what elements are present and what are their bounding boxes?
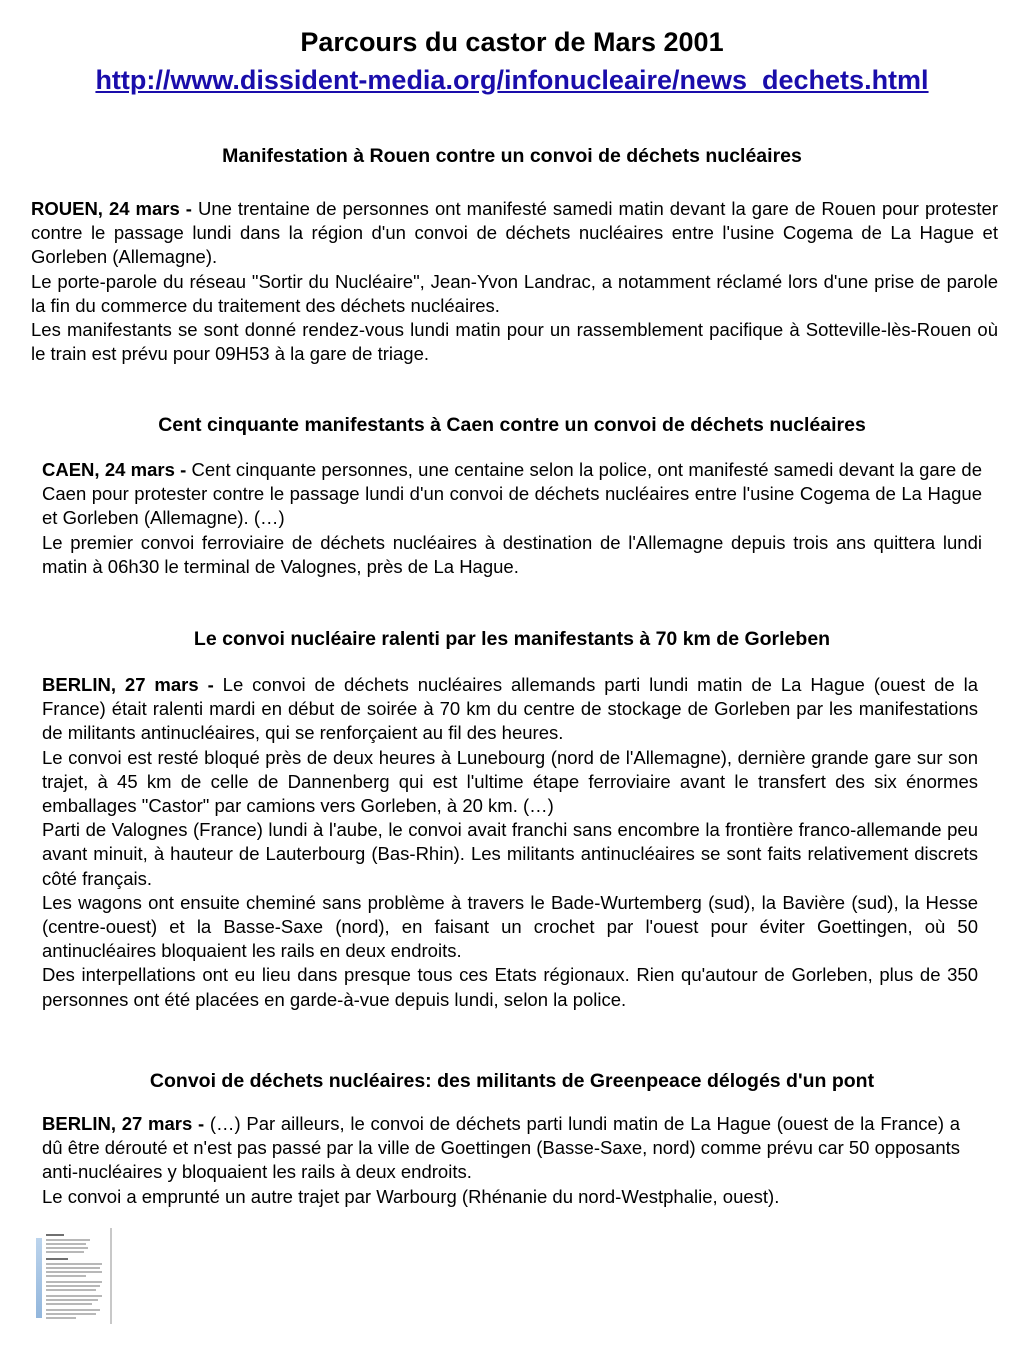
document-title: Parcours du castor de Mars 2001	[300, 27, 724, 57]
thumbnail-line	[46, 1258, 68, 1260]
thumbnail-line	[46, 1303, 92, 1305]
article-paragraph: Les manifestants se sont donné rendez-vous lundi matin pour un rassemblement pacifique à Sotteville-lès-Rouen où le train est prévu pour 09H53 à la gare de triage.	[31, 319, 998, 365]
article-paragraph	[31, 197, 998, 270]
thumbnail-line	[46, 1299, 98, 1301]
article-body-rouen	[31, 197, 998, 366]
article-paragraph: Le convoi est resté bloqué près de deux heures à Lunebourg (nord de l'Allemagne), dernière grande gare sur son trajet, à 45 km de celle de Dannenberg qui est l'ultime étape ferroviaire avant le transfert des six énormes emballages "Castor" par camions vers Gorleben, à 20 km. (…)	[42, 746, 978, 817]
article-paragraph	[42, 1112, 960, 1185]
article-headline-greenpeace: Convoi de déchets nucléaires: des militants de Greenpeace délogés d'un pont	[149, 1070, 875, 1092]
article-body-greenpeace	[42, 1112, 960, 1209]
thumbnail-sidebar	[36, 1238, 42, 1318]
article-paragraph	[42, 458, 982, 531]
article-paragraph: Le convoi a emprunté un autre trajet par Warbourg (Rhénanie du nord-Westphalie, ouest).	[42, 1185, 780, 1207]
dateline: BERLIN, 27 mars -	[42, 674, 223, 695]
article-paragraph: Les wagons ont ensuite cheminé sans problème à travers le Bade-Wurtemberg (sud), la Bavière (sud), la Hesse (centre-ouest) et la Basse-Saxe (nord), en faisant un crochet par l'ouest pour éviter Goettingen, où 50 antinucléaires bloquaient les rails en deux endroits.	[42, 891, 978, 962]
thumbnail-line	[46, 1313, 96, 1315]
dateline: ROUEN, 24 mars -	[31, 198, 198, 219]
thumbnail-line	[46, 1295, 102, 1297]
article-paragraph: Le porte-parole du réseau "Sortir du Nucléaire", Jean-Yvon Landrac, a notamment réclamé lors d'une prise de parole la fin du commerce du traitement des déchets nucléaires.	[31, 270, 998, 316]
article-headline-caen: Cent cinquante manifestants à Caen contre un convoi de déchets nucléaires	[158, 414, 866, 436]
thumbnail-line	[46, 1263, 102, 1265]
thumbnail-line	[46, 1239, 90, 1241]
article-headline-gorleben: Le convoi nucléaire ralenti par les manifestants à 70 km de Gorleben	[193, 628, 831, 650]
article-paragraph: Parti de Valognes (France) lundi à l'aube, le convoi avait franchi sans encombre la frontière franco-allemande peu avant minuit, à hauteur de Lauterbourg (Bas-Rhin). Les militants antinucléaires se sont faits relativement discrets côté français.	[42, 819, 978, 889]
thumbnail-line	[46, 1309, 100, 1311]
article-paragraph: Des interpellations ont eu lieu dans presque tous ces Etats régionaux. Rien qu'autour de Gorleben, plus de 350 personnes ont été placées en garde-à-vue depuis lundi, selon la police.	[42, 964, 978, 1010]
dateline: BERLIN, 27 mars -	[42, 1113, 210, 1134]
article-paragraph	[42, 673, 978, 746]
article-body-caen	[42, 458, 982, 579]
thumbnail-line	[46, 1267, 100, 1269]
paragraph-text: Une trentaine de personnes ont manifesté samedi matin devant la gare de Rouen pour protester contre le passage lundi dans la région d'un convoi de déchets nucléaires entre l'usine Cogema de La Hague et Gorleben (Allemagne).	[31, 198, 998, 268]
thumbnail-line	[46, 1285, 100, 1287]
article-paragraph: Le premier convoi ferroviaire de déchets nucléaires à destination de l'Allemagne depuis trois ans quittera lundi matin à 06h30 le terminal de Valognes, près de La Hague.	[42, 531, 982, 577]
dateline: CAEN, 24 mars -	[42, 459, 192, 480]
thumbnail-line	[46, 1243, 86, 1245]
thumbnail-line	[46, 1251, 84, 1253]
thumbnail-line	[46, 1234, 64, 1236]
article-headline-rouen: Manifestation à Rouen contre un convoi de déchets nucléaires	[222, 145, 802, 167]
paragraph-text: Cent cinquante personnes, une centaine selon la police, ont manifesté samedi devant la gare de Caen pour protester contre le passage lundi d'un convoi de déchets nucléaires entre l'usine Cogema de La Hague et Gorleben (Allemagne). (…)	[42, 459, 982, 529]
paragraph-text: Le convoi de déchets nucléaires allemands parti lundi matin de La Hague (ouest de la France) était ralenti mardi en début de soirée à 70 km du centre de stockage de Gorleben par les manifestations de militants antinucléaires, qui se renforçaient au fil des heures.	[42, 674, 978, 744]
thumbnail-line	[46, 1271, 102, 1273]
thumbnail-line	[46, 1289, 96, 1291]
thumbnail-line	[46, 1281, 102, 1283]
article-body-gorleben	[42, 673, 978, 1012]
page-thumbnail[interactable]	[34, 1228, 112, 1324]
thumbnail-line	[46, 1275, 86, 1277]
source-link[interactable]: http://www.dissident-media.org/infonucleaire/news_dechets.html	[95, 65, 929, 95]
thumbnail-line	[46, 1247, 88, 1249]
paragraph-text: (…) Par ailleurs, le convoi de déchets parti lundi matin de La Hague (ouest de la France) a dû être dérouté et n'est pas passé par la ville de Goettingen (Basse-Saxe, nord) comme prévu car 50 opposants anti-nucléaires y bloquaient les rails à deux endroits.	[42, 1113, 960, 1183]
thumbnail-line	[46, 1317, 76, 1319]
